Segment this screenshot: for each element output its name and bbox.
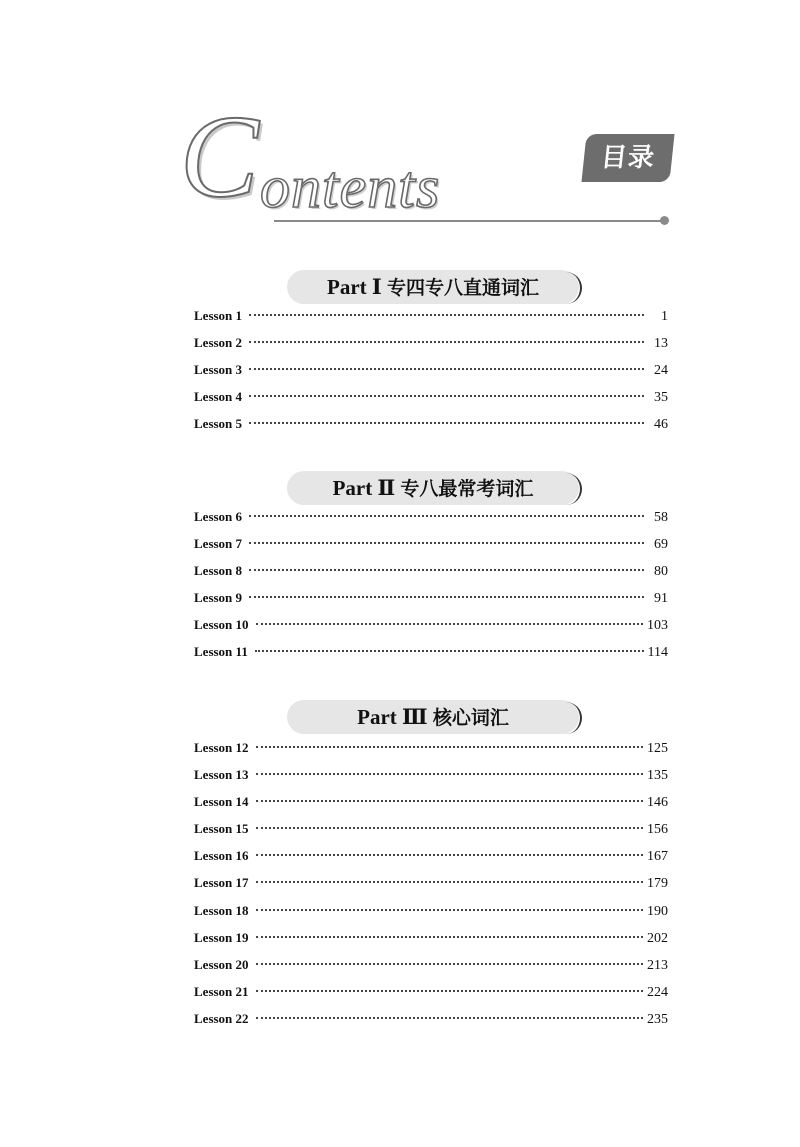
- toc-row[interactable]: [194, 509, 668, 536]
- dot-leader: [256, 827, 643, 829]
- toc-row[interactable]: [194, 848, 668, 875]
- page-number: 1: [661, 309, 668, 324]
- page-number: 80: [654, 564, 668, 580]
- toc-row[interactable]: [194, 563, 668, 590]
- page-number: 58: [654, 510, 668, 525]
- dot-leader: [249, 515, 644, 517]
- dot-leader: [256, 800, 643, 802]
- page-number: 224: [647, 984, 668, 1000]
- page-number: 190: [647, 903, 668, 919]
- toc-row[interactable]: [194, 740, 668, 767]
- page-number: 24: [654, 363, 668, 379]
- lesson-name: Lesson 10: [194, 617, 249, 633]
- page-number: 13: [654, 336, 668, 352]
- part-title: [287, 700, 579, 734]
- dot-leader: [255, 650, 644, 652]
- dot-leader: [249, 422, 644, 424]
- dot-leader: [256, 990, 643, 992]
- toc-row[interactable]: [194, 984, 668, 1011]
- lesson-name: Lesson 22: [194, 1010, 249, 1026]
- dot-leader: [249, 542, 644, 544]
- lesson-name: Lesson 11: [194, 644, 248, 660]
- dot-leader: [256, 854, 643, 856]
- title-text: ontents: [260, 154, 441, 220]
- toc-row[interactable]: [194, 536, 668, 563]
- part-title-zh: 专八最常考词汇: [400, 478, 534, 500]
- page-number: 35: [654, 390, 668, 406]
- toc-row[interactable]: [194, 767, 668, 794]
- toc-row[interactable]: [194, 335, 668, 362]
- lesson-name: Lesson 20: [194, 956, 249, 972]
- contents-title: [180, 91, 680, 232]
- page-number: 167: [647, 849, 668, 865]
- toc-row[interactable]: [194, 389, 668, 416]
- toc-row[interactable]: [194, 875, 668, 902]
- page-number: 156: [647, 822, 668, 838]
- lesson-name: Lesson 7: [194, 536, 243, 552]
- lesson-name: Lesson 4: [194, 389, 243, 405]
- lesson-name: Lesson 3: [194, 362, 243, 378]
- title-initial: C: [180, 91, 259, 222]
- title-underline: [274, 220, 662, 222]
- dot-leader: [249, 368, 644, 370]
- dot-leader: [249, 314, 644, 316]
- lesson-name: Lesson 15: [194, 821, 249, 837]
- page-number: 179: [647, 876, 668, 892]
- dot-leader: [256, 909, 643, 911]
- page-number: 135: [647, 768, 668, 784]
- dot-leader: [256, 746, 643, 748]
- page-number: 202: [647, 930, 668, 946]
- lesson-list-2: [194, 509, 668, 672]
- page-number: 125: [647, 741, 668, 756]
- toc-row[interactable]: [194, 617, 668, 644]
- part-label: Part Ⅰ: [327, 275, 382, 299]
- dot-leader: [256, 773, 643, 775]
- toc-row[interactable]: [194, 644, 668, 671]
- page-number: 213: [647, 957, 668, 973]
- lesson-name: Lesson 18: [194, 902, 249, 918]
- lesson-name: Lesson 8: [194, 563, 243, 579]
- lesson-name: Lesson 6: [194, 509, 243, 524]
- toc-row[interactable]: [194, 957, 668, 984]
- dot-leader: [256, 623, 643, 625]
- toc-row[interactable]: [194, 416, 668, 443]
- page-number: 69: [654, 537, 668, 553]
- dot-leader: [249, 596, 644, 598]
- page-number: 235: [647, 1011, 668, 1027]
- part-title-zh: 核心词汇: [432, 707, 509, 729]
- part-title-zh: 专四专八直通词汇: [386, 277, 539, 299]
- part-header-1: [0, 270, 800, 306]
- part-header-2: [0, 471, 800, 507]
- page-number: 91: [654, 591, 668, 607]
- lesson-name: Lesson 1: [194, 308, 243, 323]
- part-label: Part Ⅱ: [332, 476, 396, 500]
- lesson-name: Lesson 13: [194, 767, 249, 783]
- page-number: 103: [647, 618, 668, 634]
- part-title: [287, 270, 579, 304]
- dot-leader: [256, 881, 643, 883]
- lesson-name: Lesson 9: [194, 590, 243, 606]
- lesson-name: Lesson 5: [194, 416, 243, 432]
- title-underline-dot: [660, 216, 669, 225]
- lesson-name: Lesson 2: [194, 335, 243, 351]
- lesson-name: Lesson 12: [194, 740, 249, 755]
- toc-row[interactable]: [194, 821, 668, 848]
- toc-row[interactable]: [194, 903, 668, 930]
- dot-leader: [249, 395, 644, 397]
- page-number: 114: [647, 645, 668, 661]
- toc-row[interactable]: [194, 590, 668, 617]
- lesson-name: Lesson 17: [194, 875, 249, 891]
- page-number: 146: [647, 795, 668, 811]
- part-header-3: [0, 700, 800, 736]
- dot-leader: [256, 936, 643, 938]
- dot-leader: [256, 963, 643, 965]
- part-label: Part Ⅲ: [357, 705, 428, 729]
- lesson-name: Lesson 14: [194, 794, 249, 810]
- lesson-name: Lesson 16: [194, 848, 249, 864]
- dot-leader: [249, 569, 644, 571]
- lesson-list-3: [194, 740, 668, 1038]
- part-title: [287, 471, 579, 505]
- lesson-list-1: [194, 308, 668, 443]
- toc-row[interactable]: [194, 930, 668, 957]
- toc-row[interactable]: [194, 794, 668, 821]
- toc-row[interactable]: [194, 308, 668, 335]
- toc-row[interactable]: [194, 1011, 668, 1038]
- lesson-name: Lesson 21: [194, 983, 249, 999]
- lesson-name: Lesson 19: [194, 929, 249, 945]
- toc-row[interactable]: [194, 362, 668, 389]
- dot-leader: [249, 341, 644, 343]
- dot-leader: [256, 1017, 643, 1019]
- page-number: 46: [654, 417, 668, 433]
- title-badge: 目录: [581, 134, 674, 182]
